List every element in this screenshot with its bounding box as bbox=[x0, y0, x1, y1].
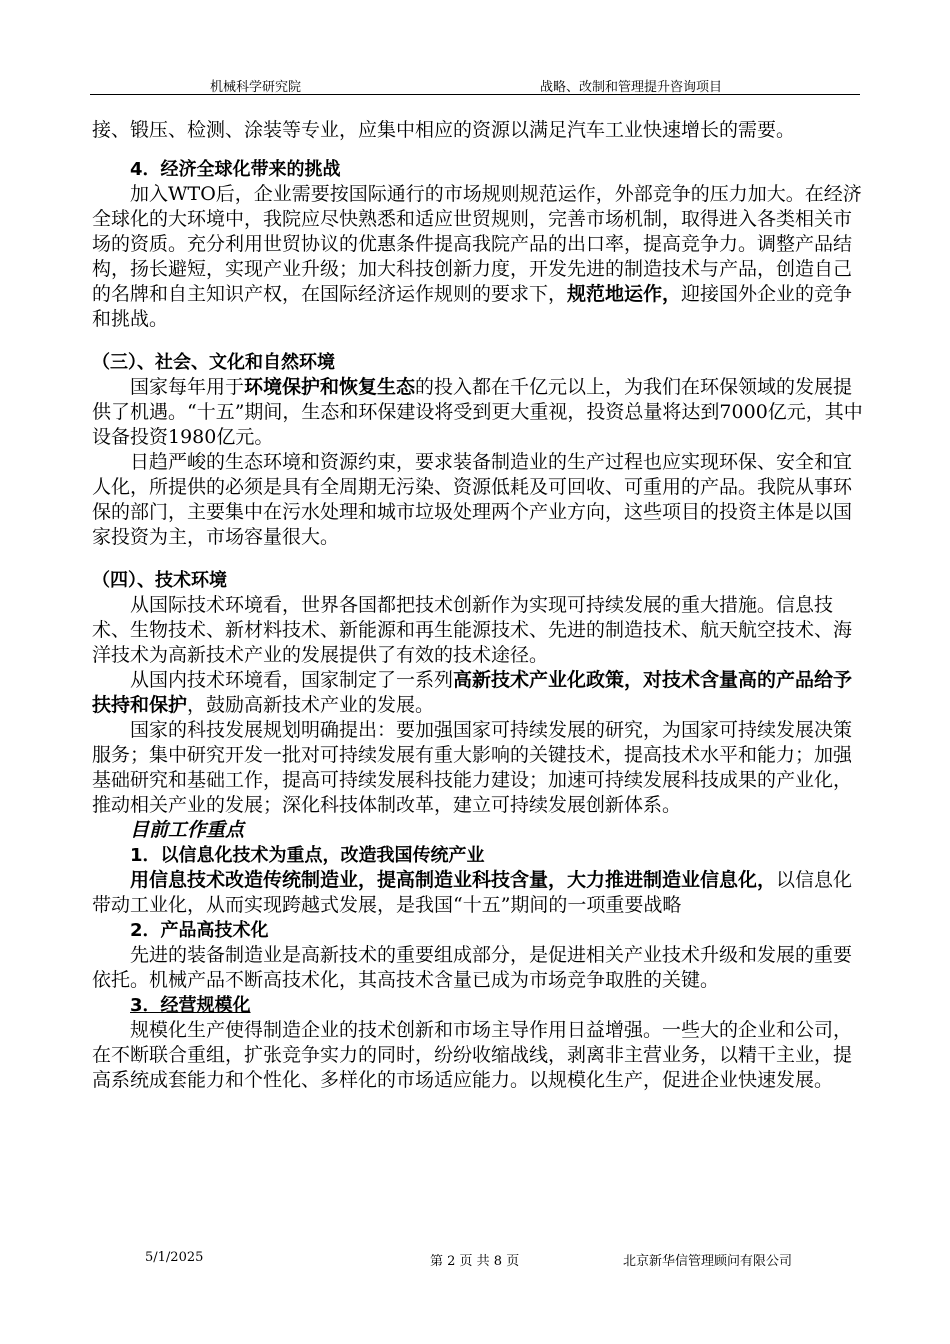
section-heading-social: （三）、社会、文化和自然环境 bbox=[92, 352, 335, 373]
header-right-title: 战略、改制和管理提升咨询项目 bbox=[540, 80, 723, 95]
paragraph-environment-investment: 国家每年用于环境保护和恢复生态的投入都在千亿元以上，为我们在环保领域的发展提供了机遇。“十五”期间，生态和环保建设将受到更大重视，投资总量将达到7000亿元，其中设备投资1980亿元。 bbox=[92, 376, 863, 448]
page-header bbox=[90, 74, 860, 95]
header-left-title: 机械科学研究院 bbox=[210, 80, 302, 95]
paragraph-domestic-tech: 从国内技术环境看，国家制定了一系列高新技术产业化政策，对技术含量高的产品给予扶持和保护，鼓励高新技术产业的发展。 bbox=[92, 669, 853, 716]
footer-page-number: 第 2 页 共 8 页 bbox=[430, 1254, 520, 1269]
focus-heading: 目前工作重点 bbox=[130, 819, 245, 841]
paragraph-continuation: 接、锻压、检测、涂装等专业，应集中相应的资源以满足汽车工业快速增长的需要。 bbox=[92, 119, 796, 141]
subheading-globalization: 4．经济全球化带来的挑战 bbox=[130, 159, 341, 180]
focus-item-2: 2．产品高技术化 bbox=[130, 920, 269, 941]
footer-company: 北京新华信管理顾问有限公司 bbox=[623, 1254, 793, 1269]
paragraph-ecology: 日趋严峻的生态环境和资源约束，要求装备制造业的生产过程也应实现环保、安全和宜人化，所提供的必须是具有全周期无污染、资源低耗及可回收、可重用的产品。我院从事环保的部门，主要集中在污水处理和城市垃圾处理两个产业方向，这些项目的投资主体是以国家投资为主，市场容量很大。 bbox=[92, 451, 853, 548]
paragraph-informatization: 用信息技术改造传统制造业，提高制造业科技含量，大力推进制造业信息化，以信息化带动工业化，从而实现跨越式发展，是我国“十五”期间的一项重要战略 bbox=[92, 869, 853, 916]
paragraph-tech-plan: 国家的科技发展规划明确提出：要加强国家可持续发展的研究，为国家可持续发展决策服务；集中研究开发一批对可持续发展有重大影响的关键技术，提高技术水平和能力；加强基础研究和基础工作，提高可持续发展科技能力建设；加速可持续发展科技成果的产业化，推动相关产业的发展；深化科技体制改革，建立可持续发展创新体系。 bbox=[92, 719, 853, 816]
focus-item-3: 3．经营规模化 bbox=[130, 995, 251, 1016]
paragraph-scale: 规模化生产使得制造企业的技术创新和市场主导作用日益增强。一些大的企业和公司，在不断联合重组，扩张竞争实力的同时，纷纷收缩战线，剥离非主营业务，以精干主业，提高系统成套能力和个性化、多样化的市场适应能力。以规模化生产，促进企业快速发展。 bbox=[92, 1019, 853, 1091]
section-heading-technology: （四）、技术环境 bbox=[92, 570, 227, 591]
focus-item-1: 1．以信息化技术为重点，改造我国传统产业 bbox=[130, 845, 485, 866]
footer-date: 5/1/2025 bbox=[145, 1250, 204, 1265]
paragraph-international-tech: 从国际技术环境看，世界各国都把技术创新作为实现可持续发展的重大措施。信息技术、生物技术、新材料技术、新能源和再生能源技术、先进的制造技术、航天航空技术、海洋技术为高新技术产业的发展提供了有效的技术途径。 bbox=[92, 594, 853, 666]
paragraph-high-tech: 先进的装备制造业是高新技术的重要组成部分，是促进相关产业技术升级和发展的重要依托。机械产品不断高技术化，其高技术含量已成为市场竞争取胜的关键。 bbox=[92, 944, 853, 991]
document-body bbox=[92, 118, 867, 1093]
paragraph-globalization: 加入WTO后，企业需要按国际通行的市场规则规范运作，外部竞争的压力加大。在经济全球化的大环境中，我院应尽快熟悉和适应世贸规则，完善市场机制，取得进入各类相关市场的资质。充分利用世贸协议的优惠条件提高我院产品的出口率，提高竞争力。调整产品结构，扬长避短，实现产业升级；加大科技创新力度，开发先进的制造技术与产品，创造自己的名牌和自主知识产权，在国际经济运作规则的要求下，规范地运作，迎接国外企业的竞争和挑战。 bbox=[92, 183, 862, 330]
